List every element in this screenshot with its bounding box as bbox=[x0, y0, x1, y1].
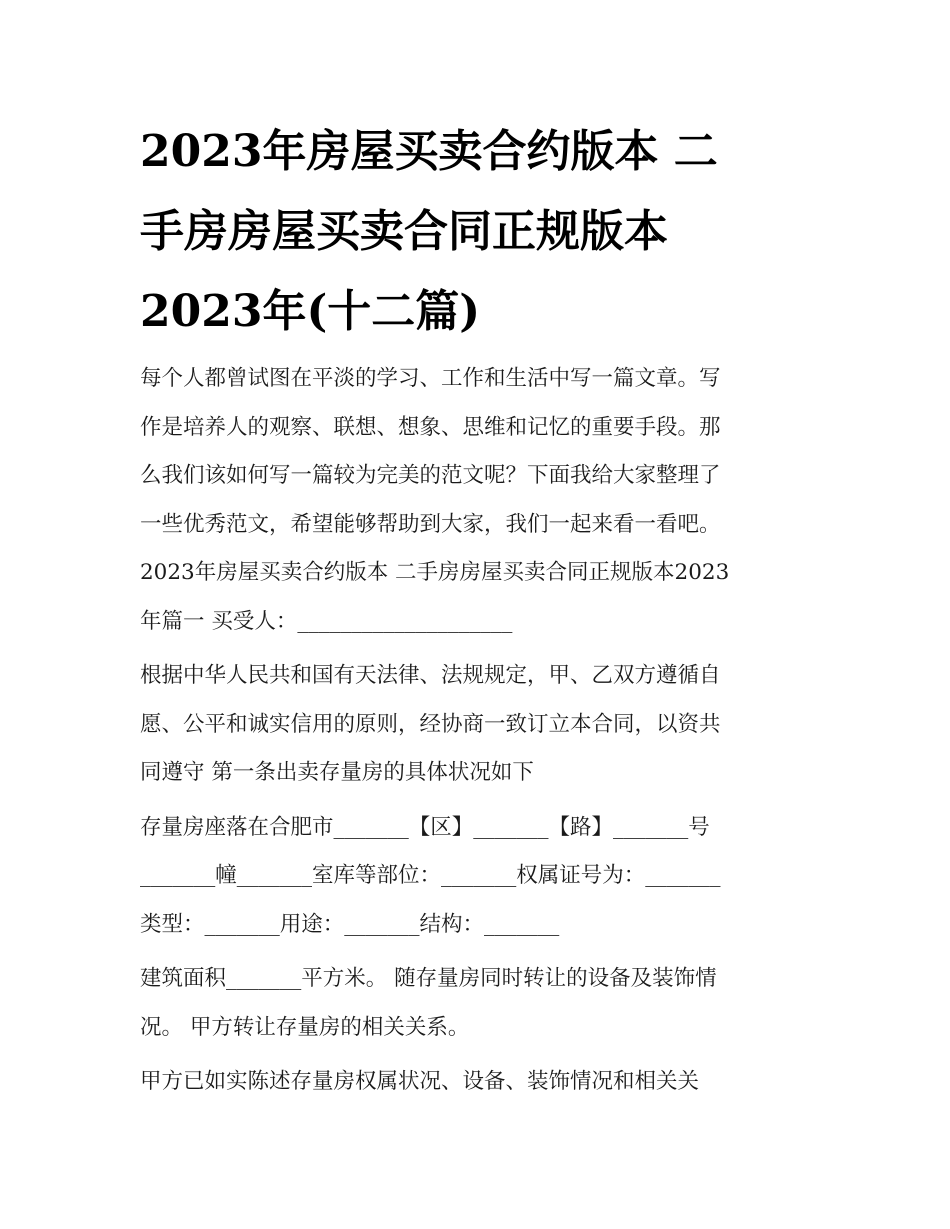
property-line-2: _______幢_______室库等部位：_______权属证号为：_______ bbox=[140, 863, 721, 888]
document-title bbox=[140, 112, 820, 352]
property-line-3: 类型：_______用途：_______结构：_______ bbox=[140, 911, 560, 937]
final-line-1: 甲方已如实陈述存量房权属状况、设备、装饰情况和相关关 bbox=[140, 1069, 700, 1094]
area-paragraph bbox=[140, 955, 830, 1052]
title-line-1: 2023年房屋买卖合约版本 二 bbox=[140, 126, 718, 177]
intro-paragraph bbox=[140, 355, 830, 549]
law-line-1: 根据中华人民共和国有天法律、法规规定，甲、乙双方遵循自 bbox=[140, 663, 721, 688]
property-paragraph bbox=[140, 804, 830, 950]
area-line-2: 况。 甲方转让存量房的相关关系。 bbox=[140, 1014, 470, 1040]
buyer-line: 年篇一 买受人：____________________ bbox=[140, 608, 513, 634]
area-line-1: 建筑面积_______平方米。 随存量房同时转让的设备及装饰情 bbox=[140, 966, 717, 991]
section-heading-line-1: 2023年房屋买卖合约版本 二手房房屋买卖合同正规版本2023 bbox=[140, 560, 730, 585]
intro-line-2: 作是培养人的观察、联想、想象、思维和记忆的重要手段。那 bbox=[140, 414, 721, 440]
intro-line-3: 么我们该如何写一篇较为完美的范文呢？下面我给大家整理了 bbox=[140, 463, 721, 488]
intro-line-1: 每个人都曾试图在平淡的学习、工作和生活中写一篇文章。写 bbox=[140, 366, 721, 391]
final-paragraph bbox=[140, 1058, 830, 1107]
title-line-3: 2023年(十二篇) bbox=[140, 286, 481, 337]
document-body bbox=[140, 355, 830, 1107]
section-heading-paragraph bbox=[140, 549, 830, 646]
property-line-1: 存量房座落在合肥市_______【区】_______【路】_______号 bbox=[140, 814, 710, 840]
law-paragraph bbox=[140, 652, 830, 798]
law-line-3: 同遵守 第一条出卖存量房的具体状况如下 bbox=[140, 760, 534, 785]
title-line-2: 手房房屋买卖合同正规版本 bbox=[140, 206, 668, 257]
law-line-2: 愿、公平和诚实信用的原则，经协商一致订立本合同，以资共 bbox=[140, 711, 721, 737]
intro-line-4: 一些优秀范文，希望能够帮助到大家，我们一起来看一看吧。 bbox=[140, 511, 721, 537]
